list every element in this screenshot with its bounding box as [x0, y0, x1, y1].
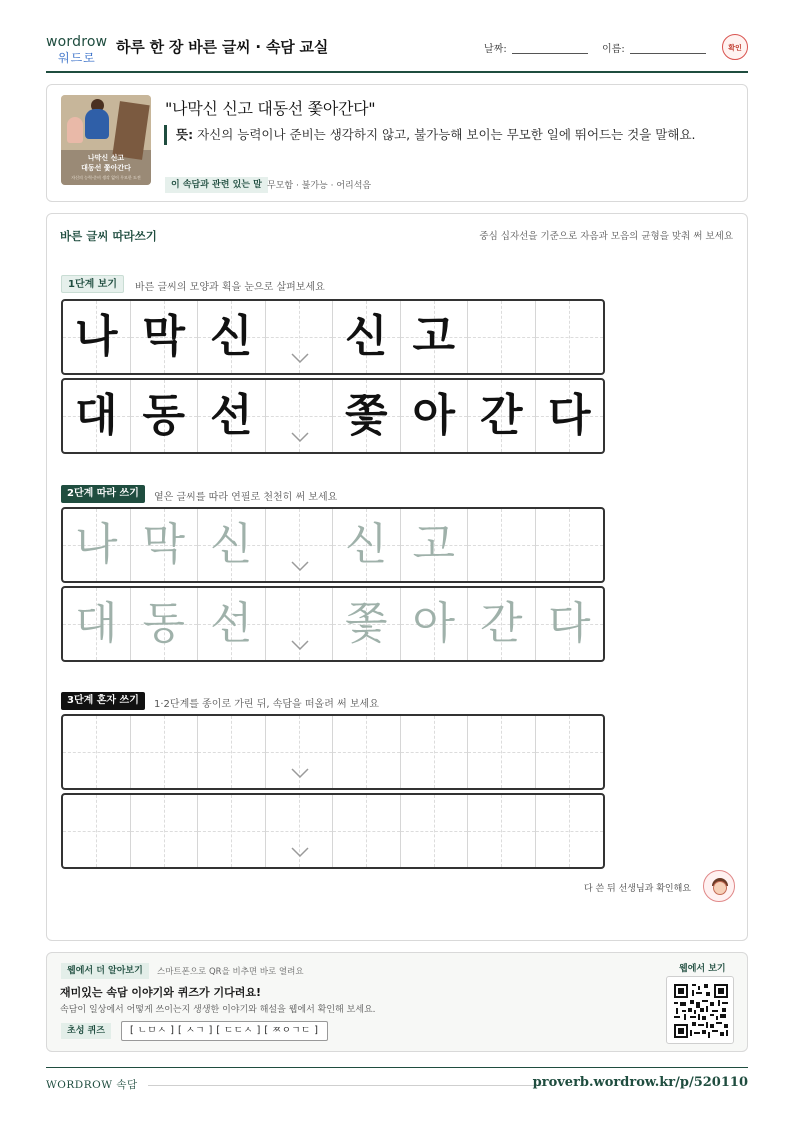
info-headline: 재미있는 속담 이야기와 퀴즈가 기다려요!	[60, 986, 261, 999]
grid-cell	[401, 380, 469, 452]
grid-cell	[63, 380, 131, 452]
space-mark-icon	[290, 351, 310, 365]
grid-cell[interactable]	[131, 795, 199, 867]
worksheet-title: 하루 한 장 바른 글씨 · 속담 교실	[116, 38, 329, 56]
model-character: 다	[547, 390, 591, 441]
grid-cell	[468, 380, 536, 452]
grid-cell	[468, 301, 536, 373]
grid-cell[interactable]	[401, 588, 469, 660]
grid-cell[interactable]	[63, 716, 131, 788]
trace-character: 동	[142, 598, 185, 649]
grid-cell[interactable]	[198, 509, 266, 581]
grid-cell[interactable]	[266, 716, 334, 788]
step3-desc: 1·2단계를 종이로 가린 뒤, 속담을 떠올려 써 보세요	[154, 699, 379, 710]
center-guide-horizontal	[468, 545, 535, 546]
center-guide-horizontal	[536, 752, 604, 753]
model-character: 나	[74, 311, 118, 362]
center-guide-horizontal	[536, 337, 604, 338]
page-footer	[46, 1067, 748, 1091]
footer-divider	[148, 1085, 544, 1086]
model-character: 선	[209, 390, 253, 441]
trace-character: 고	[412, 519, 455, 570]
grid-cell	[198, 301, 266, 373]
writing-row	[61, 299, 605, 375]
model-character: 쫓	[344, 390, 388, 441]
page-header	[46, 28, 748, 73]
info-description: 속담이 일상에서 어떻게 쓰이는지 생생한 이야기와 해설을 웹에서 확인해 보세요.	[60, 1005, 376, 1015]
grid-cell[interactable]	[536, 795, 604, 867]
related-words: 무모함 · 불가능 · 어리석음	[267, 181, 372, 191]
center-guide-horizontal	[266, 545, 333, 546]
blank-writing-row[interactable]	[61, 714, 605, 790]
grid-cell	[266, 380, 334, 452]
grid-cell	[536, 301, 604, 373]
logo-text: wordrow	[46, 34, 108, 50]
illustration-subcaption: 자신의 능력·준비 생각 없이 무모한 도전	[71, 175, 141, 180]
model-character: 아	[412, 390, 455, 441]
grid-cell[interactable]	[198, 588, 266, 660]
trace-character: 간	[479, 598, 523, 649]
trace-character: 신	[209, 519, 253, 570]
trace-character: 선	[209, 598, 253, 649]
grid-cell	[266, 301, 334, 373]
proverb-title: "나막신 신고 대동선 쫓아간다"	[165, 99, 376, 118]
trace-character: 신	[344, 519, 388, 570]
grid-cell[interactable]	[63, 509, 131, 581]
trace-character: 나	[74, 519, 118, 570]
stamp-text: 확인	[728, 44, 742, 52]
initial-consonant-quiz: [ ㄴㅁㅅ ] [ ㅅㄱ ] [ ㄷㄷㅅ ] [ ㅉㅇㄱㄷ ]	[121, 1021, 328, 1041]
trace-character: 대	[74, 598, 118, 649]
wordrow-logo	[46, 34, 110, 68]
grid-cell[interactable]	[468, 588, 536, 660]
trace-character: 쫓	[344, 598, 388, 649]
grid-cell[interactable]	[198, 795, 266, 867]
related-words-label: 이 속담과 관련 있는 말	[165, 177, 268, 193]
center-guide-horizontal	[266, 416, 333, 417]
practice-title: 바른 글씨 따라쓰기	[60, 229, 157, 243]
step2-desc: 옅은 글씨를 따라 연필로 천천히 써 보세요	[154, 492, 338, 503]
caption-line-2: 대동선 쫓아간다	[81, 164, 131, 172]
center-guide-horizontal	[198, 831, 265, 832]
center-guide-horizontal	[468, 752, 535, 753]
center-guide-horizontal	[266, 337, 333, 338]
model-character: 대	[74, 390, 118, 441]
grid-cell	[131, 301, 199, 373]
web-more-tag: 웹에서 더 알아보기	[61, 963, 149, 979]
blank-writing-row[interactable]	[61, 793, 605, 869]
model-character: 간	[479, 390, 523, 441]
practice-panel	[46, 213, 748, 941]
trace-character: 막	[142, 519, 185, 570]
model-character: 신	[344, 311, 388, 362]
trace-character: 다	[547, 598, 591, 649]
grid-cell	[401, 301, 469, 373]
web-more-desc: 스마트폰으로 QR을 비추면 바로 열려요	[157, 967, 304, 977]
grid-cell[interactable]	[468, 795, 536, 867]
grid-cell	[131, 380, 199, 452]
grid-cell[interactable]	[131, 716, 199, 788]
trace-character: 아	[412, 598, 455, 649]
center-guide-horizontal	[266, 624, 333, 625]
grid-cell[interactable]	[266, 588, 334, 660]
grid-cell[interactable]	[63, 588, 131, 660]
proverb-illustration	[61, 95, 151, 185]
teacher-stamp-icon	[703, 870, 735, 902]
web-info-box	[46, 952, 748, 1052]
model-character: 고	[412, 311, 455, 362]
proverb-card	[46, 84, 748, 202]
teacher-check-note: 다 쓴 뒤 선생님과 확인해요	[583, 884, 691, 894]
model-character: 막	[142, 311, 185, 362]
center-guide-horizontal	[468, 337, 535, 338]
step1-label: 1단계 보기	[61, 275, 124, 293]
grid-cell	[333, 380, 401, 452]
date-label: 날짜:	[484, 44, 507, 55]
caption-line-1: 나막신 신고	[87, 154, 125, 162]
grid-cell[interactable]	[401, 509, 469, 581]
check-stamp-icon	[722, 34, 748, 60]
step2-label: 2단계 따라 쓰기	[61, 485, 145, 503]
step1-desc: 바른 글씨의 모양과 획을 눈으로 살펴보세요	[135, 282, 325, 293]
grid-cell[interactable]	[333, 509, 401, 581]
step3-label: 3단계 혼자 쓰기	[61, 692, 145, 710]
quiz-label: 초성 퀴즈	[61, 1023, 111, 1039]
center-guide-horizontal	[468, 831, 535, 832]
center-guide-horizontal	[333, 831, 400, 832]
grid-cell[interactable]	[63, 795, 131, 867]
tracing-row[interactable]	[61, 586, 605, 662]
center-guide-horizontal	[63, 831, 130, 832]
qr-code-icon[interactable]	[666, 976, 734, 1044]
tracing-row[interactable]	[61, 507, 605, 583]
grid-cell[interactable]	[401, 716, 469, 788]
name-field[interactable]	[630, 53, 706, 54]
logo-subtext: 워드로	[58, 51, 96, 65]
center-guide-horizontal	[266, 752, 333, 753]
grid-cell[interactable]	[468, 716, 536, 788]
grid-cell[interactable]	[131, 509, 199, 581]
name-label: 이름:	[602, 44, 625, 55]
center-guide-horizontal	[333, 752, 400, 753]
illustration-caption	[61, 153, 151, 173]
model-character: 신	[209, 311, 253, 362]
meaning-text: 자신의 능력이나 준비는 생각하지 않고, 불가능해 보이는 무모한 일에 뛰어드는 것을 말해요.	[197, 127, 696, 142]
grid-cell	[63, 301, 131, 373]
model-character: 동	[142, 390, 185, 441]
space-mark-icon	[290, 559, 310, 573]
center-guide-horizontal	[63, 752, 130, 753]
center-guide-horizontal	[266, 831, 333, 832]
grid-cell[interactable]	[536, 716, 604, 788]
grid-cell	[536, 380, 604, 452]
grid-cell[interactable]	[333, 588, 401, 660]
center-guide-horizontal	[536, 831, 604, 832]
grid-cell[interactable]	[333, 795, 401, 867]
space-mark-icon	[290, 430, 310, 444]
proverb-url-link[interactable]: proverb.wordrow.kr/p/520110	[532, 1075, 748, 1090]
grid-cell[interactable]	[333, 716, 401, 788]
grid-cell[interactable]	[401, 795, 469, 867]
grid-cell[interactable]	[198, 716, 266, 788]
grid-cell[interactable]	[468, 509, 536, 581]
grid-cell[interactable]	[131, 588, 199, 660]
center-guide-horizontal	[131, 752, 198, 753]
grid-cell[interactable]	[536, 509, 604, 581]
grid-cell[interactable]	[266, 795, 334, 867]
writing-row	[61, 378, 605, 454]
grid-cell[interactable]	[266, 509, 334, 581]
web-view-label: 웹에서 보기	[679, 964, 726, 974]
center-guide-horizontal	[131, 831, 198, 832]
date-field[interactable]	[512, 53, 588, 54]
space-mark-icon	[290, 638, 310, 652]
grid-cell[interactable]	[536, 588, 604, 660]
space-mark-icon	[290, 845, 310, 859]
footer-brand: WORDROW 속담	[46, 1079, 138, 1091]
center-guide-horizontal	[401, 831, 468, 832]
center-guide-horizontal	[401, 752, 468, 753]
center-guide-horizontal	[536, 545, 604, 546]
practice-hint: 중심 십자선을 기준으로 자음과 모음의 균형을 맞춰 써 보세요	[479, 231, 733, 242]
proverb-meaning	[164, 125, 724, 145]
space-mark-icon	[290, 766, 310, 780]
grid-cell	[198, 380, 266, 452]
grid-cell	[333, 301, 401, 373]
meaning-label: 뜻:	[176, 127, 194, 142]
center-guide-horizontal	[198, 752, 265, 753]
